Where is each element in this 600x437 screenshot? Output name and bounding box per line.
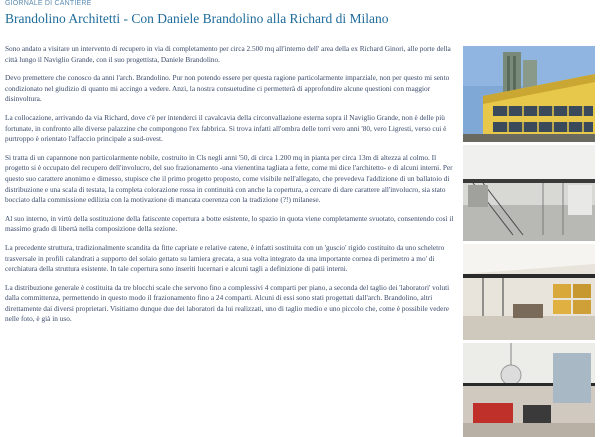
paragraph: Si tratta di un capannone non particolarmente nobile, costruito in Cls negli anni '50, di circa 1.200 mq in pianta per circa 13m di altezza al colmo. Il progetto si è occupato del recupero dell'involucro, del suo frazionamento -una vienentina tagliata a fette, come mi dice l'architetto- e di alcuni interni. Per questo suo carattere anonimo e dimesso, stupisce che il primo progetto proposto, come visibile nell'allegato, che prevedeva l'addizione di un ballatoio di distribuzione e una scala di testata, la completa colorazione rossa in continuità con anche la copertura, a cercare di dare carattere all'involucro, sia stato bocciato dalla commissione edilizia con la motivazione di mancata coerenza con la tradizione (?!) milanese.	[5, 152, 453, 205]
paragraph: Al suo interno, in virtù della sostituzione della fatiscente copertura a botte esistente, lo spazio in quota viene completamente svuotato, consentendo così il massimo grado di libertà nella composizione della sezione.	[5, 213, 454, 234]
category-label[interactable]: GIORNALE DI CANTIERE	[5, 0, 92, 7]
article-body	[5, 44, 454, 333]
photo-interior-stairs[interactable]	[463, 145, 595, 241]
paragraph: La distribuzione generale è costituita da tre blocchi scale che servono fino a complessivi 4 comparti per piano, a seconda del taglio dei 'laboratori' voluti dalla committenza, permettendo in questo modo il frazionamento fino a 24 comparti. Alcuni di essi sono stati progettati dall'arch. Brandolino, altri direttamente dai diversi proprietari. Visitiamo dunque due dei laboratori da lui realizzati, uno di taglio medio e uno piccolo che, come è possibile vedere nelle foto, è già in uso.	[5, 282, 450, 324]
article-title: Brandolino Architetti - Con Daniele Brandolino alla Richard di Milano	[5, 11, 389, 26]
paragraph: La precedente struttura, tradizionalmente scandita da fitte capriate e relative catene, è infatti sostituita con un 'guscio' rigido costituito da uno scheletro trasversale in profili calandrati a supporto del solaio gettato su lamiera grecata, a sua volta integrato da una importante cornea di perimetro a mo' di cerchiatura della struttura esistente. In tale copertura sono inseriti lucernari e alcuni tagli a definizione di patii interni.	[5, 242, 445, 274]
photo-interior-loft[interactable]	[463, 244, 595, 340]
photo-column	[463, 46, 595, 437]
paragraph: Devo premettere che conosco da anni l'arch. Brandolino. Pur non potendo essere per questa ragione particolarmente imparziale, non per questo mi sento condizionato nel giudizio di quanto mi accingo a vedere. Anzi, la nostra consuetudine ci permetterà di approfondire alcune questioni con maggior disinvoltura.	[5, 73, 450, 104]
paragraph: Sono andato a visitare un intervento di recupero in via di completamento per circa 2.500 mq all'interno dell' area della ex Richard Ginori, alle porte della città lungo il Naviglio Grande, con il suo progettista, Daniele Brandolino.	[5, 44, 451, 64]
photo-interior-living[interactable]	[463, 343, 595, 437]
photo-building-exterior[interactable]	[463, 46, 595, 142]
paragraph: La collocazione, arrivando da via Richard, dove c'è per intenderci il cavalcavia della circonvallazione esterna sopra il Naviglio Grande, non è delle più fortunate, in confronto alle diverse palazzine che compongono l'ex fabbrica. Si trova infatti all'ombra delle torri vero anni '80, vero Ligresti, verso cui è purtroppo è orientato l'affaccio principale a sud-ovest.	[5, 112, 447, 144]
